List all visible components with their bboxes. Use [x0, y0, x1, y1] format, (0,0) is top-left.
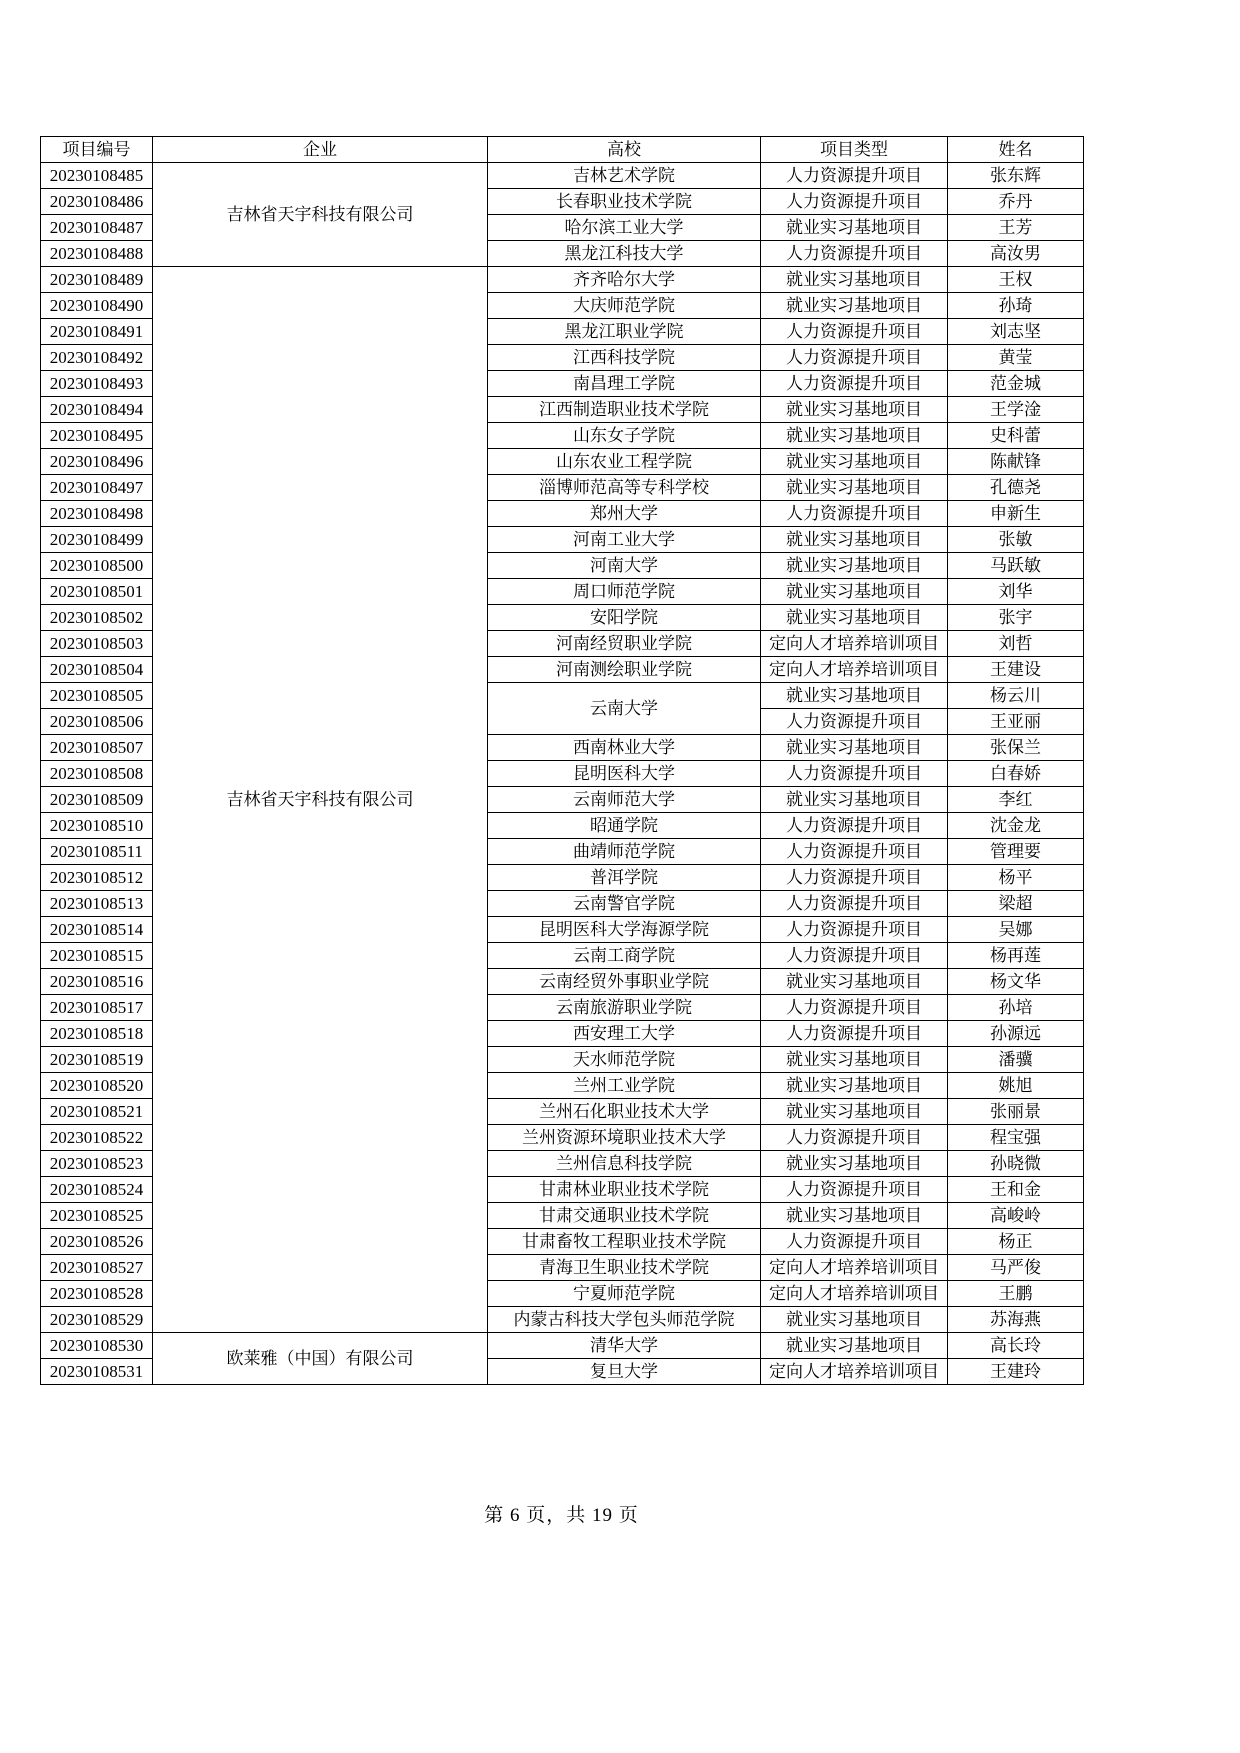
school-cell: 山东农业工程学院	[488, 449, 761, 475]
school-cell: 曲靖师范学院	[488, 839, 761, 865]
person-name-cell: 王芳	[948, 215, 1084, 241]
project-type-cell: 就业实习基地项目	[761, 293, 948, 319]
project-id-cell: 20230108494	[41, 397, 153, 423]
person-name-cell: 王鹏	[948, 1281, 1084, 1307]
project-id-cell: 20230108500	[41, 553, 153, 579]
person-name-cell: 乔丹	[948, 189, 1084, 215]
project-id-cell: 20230108526	[41, 1229, 153, 1255]
project-type-cell: 就业实习基地项目	[761, 605, 948, 631]
project-id-cell: 20230108498	[41, 501, 153, 527]
project-id-cell: 20230108518	[41, 1021, 153, 1047]
project-type-cell: 就业实习基地项目	[761, 735, 948, 761]
project-id-cell: 20230108509	[41, 787, 153, 813]
school-cell: 郑州大学	[488, 501, 761, 527]
person-name-cell: 高汝男	[948, 241, 1084, 267]
project-id-cell: 20230108529	[41, 1307, 153, 1333]
project-type-cell: 就业实习基地项目	[761, 397, 948, 423]
school-cell: 云南警官学院	[488, 891, 761, 917]
person-name-cell: 张保兰	[948, 735, 1084, 761]
person-name-cell: 杨平	[948, 865, 1084, 891]
company-cell: 吉林省天宇科技有限公司	[153, 163, 488, 267]
project-type-cell: 人力资源提升项目	[761, 995, 948, 1021]
project-type-cell: 就业实习基地项目	[761, 1073, 948, 1099]
project-type-cell: 就业实习基地项目	[761, 1307, 948, 1333]
school-cell: 安阳学院	[488, 605, 761, 631]
school-cell: 云南经贸外事职业学院	[488, 969, 761, 995]
person-name-cell: 杨文华	[948, 969, 1084, 995]
school-cell: 长春职业技术学院	[488, 189, 761, 215]
person-name-cell: 马严俊	[948, 1255, 1084, 1281]
project-type-cell: 定向人才培养培训项目	[761, 1359, 948, 1385]
school-cell: 周口师范学院	[488, 579, 761, 605]
project-type-cell: 人力资源提升项目	[761, 163, 948, 189]
project-type-cell: 就业实习基地项目	[761, 1047, 948, 1073]
person-name-cell: 张丽景	[948, 1099, 1084, 1125]
project-id-cell: 20230108508	[41, 761, 153, 787]
project-id-cell: 20230108504	[41, 657, 153, 683]
school-cell: 天水师范学院	[488, 1047, 761, 1073]
school-cell: 河南经贸职业学院	[488, 631, 761, 657]
school-cell: 兰州工业学院	[488, 1073, 761, 1099]
table-row	[41, 267, 1084, 293]
person-name-cell: 管理要	[948, 839, 1084, 865]
project-id-cell: 20230108497	[41, 475, 153, 501]
project-id-cell: 20230108502	[41, 605, 153, 631]
project-type-cell: 就业实习基地项目	[761, 449, 948, 475]
project-type-cell: 人力资源提升项目	[761, 891, 948, 917]
project-type-cell: 就业实习基地项目	[761, 683, 948, 709]
project-id-cell: 20230108527	[41, 1255, 153, 1281]
school-cell: 昭通学院	[488, 813, 761, 839]
project-id-cell: 20230108512	[41, 865, 153, 891]
person-name-cell: 范金城	[948, 371, 1084, 397]
person-name-cell: 梁超	[948, 891, 1084, 917]
project-id-cell: 20230108485	[41, 163, 153, 189]
school-cell: 江西科技学院	[488, 345, 761, 371]
column-header: 高校	[488, 137, 761, 163]
school-cell: 甘肃交通职业技术学院	[488, 1203, 761, 1229]
project-type-cell: 定向人才培养培训项目	[761, 657, 948, 683]
project-type-cell: 人力资源提升项目	[761, 1125, 948, 1151]
school-cell: 甘肃畜牧工程职业技术学院	[488, 1229, 761, 1255]
project-type-cell: 人力资源提升项目	[761, 943, 948, 969]
project-type-cell: 人力资源提升项目	[761, 917, 948, 943]
project-type-cell: 人力资源提升项目	[761, 1229, 948, 1255]
project-id-cell: 20230108514	[41, 917, 153, 943]
person-name-cell: 杨再莲	[948, 943, 1084, 969]
table-row	[41, 163, 1084, 189]
project-id-cell: 20230108499	[41, 527, 153, 553]
person-name-cell: 王亚丽	[948, 709, 1084, 735]
person-name-cell: 马跃敏	[948, 553, 1084, 579]
project-type-cell: 人力资源提升项目	[761, 345, 948, 371]
project-id-cell: 20230108492	[41, 345, 153, 371]
project-type-cell: 就业实习基地项目	[761, 1203, 948, 1229]
project-id-cell: 20230108510	[41, 813, 153, 839]
person-name-cell: 白春娇	[948, 761, 1084, 787]
school-cell: 云南工商学院	[488, 943, 761, 969]
person-name-cell: 潘骥	[948, 1047, 1084, 1073]
project-id-cell: 20230108519	[41, 1047, 153, 1073]
person-name-cell: 张东辉	[948, 163, 1084, 189]
school-cell: 黑龙江职业学院	[488, 319, 761, 345]
person-name-cell: 张敏	[948, 527, 1084, 553]
school-cell: 河南测绘职业学院	[488, 657, 761, 683]
project-type-cell: 就业实习基地项目	[761, 969, 948, 995]
person-name-cell: 王建玲	[948, 1359, 1084, 1385]
person-name-cell: 李红	[948, 787, 1084, 813]
project-id-cell: 20230108525	[41, 1203, 153, 1229]
person-name-cell: 王权	[948, 267, 1084, 293]
project-id-cell: 20230108486	[41, 189, 153, 215]
project-type-cell: 就业实习基地项目	[761, 215, 948, 241]
school-cell: 江西制造职业技术学院	[488, 397, 761, 423]
project-type-cell: 就业实习基地项目	[761, 787, 948, 813]
school-cell: 西安理工大学	[488, 1021, 761, 1047]
table-body	[41, 163, 1084, 1385]
person-name-cell: 刘华	[948, 579, 1084, 605]
person-name-cell: 孙源远	[948, 1021, 1084, 1047]
project-id-cell: 20230108515	[41, 943, 153, 969]
person-name-cell: 张宇	[948, 605, 1084, 631]
company-cell: 欧莱雅（中国）有限公司	[153, 1333, 488, 1385]
school-cell: 西南林业大学	[488, 735, 761, 761]
project-type-cell: 就业实习基地项目	[761, 423, 948, 449]
project-type-cell: 就业实习基地项目	[761, 475, 948, 501]
person-name-cell: 王和金	[948, 1177, 1084, 1203]
project-type-cell: 人力资源提升项目	[761, 189, 948, 215]
project-id-cell: 20230108503	[41, 631, 153, 657]
school-cell: 兰州石化职业技术大学	[488, 1099, 761, 1125]
project-id-cell: 20230108489	[41, 267, 153, 293]
column-header: 企业	[153, 137, 488, 163]
project-id-cell: 20230108520	[41, 1073, 153, 1099]
person-name-cell: 姚旭	[948, 1073, 1084, 1099]
table-row	[41, 1333, 1084, 1359]
project-type-cell: 就业实习基地项目	[761, 1099, 948, 1125]
school-cell: 南昌理工学院	[488, 371, 761, 397]
project-type-cell: 就业实习基地项目	[761, 1333, 948, 1359]
school-cell: 兰州信息科技学院	[488, 1151, 761, 1177]
project-id-cell: 20230108531	[41, 1359, 153, 1385]
project-id-cell: 20230108528	[41, 1281, 153, 1307]
person-name-cell: 刘志坚	[948, 319, 1084, 345]
company-cell: 吉林省天宇科技有限公司	[153, 267, 488, 1333]
person-name-cell: 申新生	[948, 501, 1084, 527]
project-id-cell: 20230108490	[41, 293, 153, 319]
project-type-cell: 人力资源提升项目	[761, 501, 948, 527]
person-name-cell: 吴娜	[948, 917, 1084, 943]
school-cell: 淄博师范高等专科学校	[488, 475, 761, 501]
person-name-cell: 史科蕾	[948, 423, 1084, 449]
project-type-cell: 就业实习基地项目	[761, 267, 948, 293]
school-cell: 哈尔滨工业大学	[488, 215, 761, 241]
school-cell: 兰州资源环境职业技术大学	[488, 1125, 761, 1151]
projects-table	[40, 136, 1084, 1385]
project-type-cell: 人力资源提升项目	[761, 813, 948, 839]
person-name-cell: 孙琦	[948, 293, 1084, 319]
school-cell: 昆明医科大学海源学院	[488, 917, 761, 943]
project-id-cell: 20230108506	[41, 709, 153, 735]
project-id-cell: 20230108524	[41, 1177, 153, 1203]
project-id-cell: 20230108488	[41, 241, 153, 267]
person-name-cell: 陈献锋	[948, 449, 1084, 475]
school-cell: 河南大学	[488, 553, 761, 579]
school-cell: 黑龙江科技大学	[488, 241, 761, 267]
project-type-cell: 人力资源提升项目	[761, 709, 948, 735]
project-type-cell: 人力资源提升项目	[761, 319, 948, 345]
project-id-cell: 20230108507	[41, 735, 153, 761]
person-name-cell: 王学淦	[948, 397, 1084, 423]
school-cell: 内蒙古科技大学包头师范学院	[488, 1307, 761, 1333]
project-type-cell: 人力资源提升项目	[761, 865, 948, 891]
person-name-cell: 黄莹	[948, 345, 1084, 371]
person-name-cell: 孙培	[948, 995, 1084, 1021]
school-cell: 河南工业大学	[488, 527, 761, 553]
project-id-cell: 20230108487	[41, 215, 153, 241]
person-name-cell: 孔德尧	[948, 475, 1084, 501]
column-header: 项目编号	[41, 137, 153, 163]
project-type-cell: 定向人才培养培训项目	[761, 1255, 948, 1281]
project-id-cell: 20230108530	[41, 1333, 153, 1359]
person-name-cell: 孙晓微	[948, 1151, 1084, 1177]
project-id-cell: 20230108523	[41, 1151, 153, 1177]
project-type-cell: 人力资源提升项目	[761, 241, 948, 267]
person-name-cell: 程宝强	[948, 1125, 1084, 1151]
table-header-row	[41, 137, 1084, 163]
project-id-cell: 20230108521	[41, 1099, 153, 1125]
project-type-cell: 人力资源提升项目	[761, 761, 948, 787]
school-cell: 云南旅游职业学院	[488, 995, 761, 1021]
school-cell: 吉林艺术学院	[488, 163, 761, 189]
column-header: 姓名	[948, 137, 1084, 163]
project-type-cell: 就业实习基地项目	[761, 579, 948, 605]
school-cell: 大庆师范学院	[488, 293, 761, 319]
school-cell: 昆明医科大学	[488, 761, 761, 787]
project-type-cell: 就业实习基地项目	[761, 527, 948, 553]
project-id-cell: 20230108495	[41, 423, 153, 449]
project-type-cell: 定向人才培养培训项目	[761, 1281, 948, 1307]
project-id-cell: 20230108493	[41, 371, 153, 397]
project-type-cell: 就业实习基地项目	[761, 553, 948, 579]
person-name-cell: 高长玲	[948, 1333, 1084, 1359]
school-cell: 复旦大学	[488, 1359, 761, 1385]
column-header: 项目类型	[761, 137, 948, 163]
project-type-cell: 人力资源提升项目	[761, 371, 948, 397]
project-id-cell: 20230108511	[41, 839, 153, 865]
page-footer: 第 6 页，共 19 页	[484, 1505, 639, 1526]
school-cell: 清华大学	[488, 1333, 761, 1359]
project-id-cell: 20230108516	[41, 969, 153, 995]
project-id-cell: 20230108517	[41, 995, 153, 1021]
project-id-cell: 20230108491	[41, 319, 153, 345]
project-type-cell: 人力资源提升项目	[761, 1177, 948, 1203]
project-id-cell: 20230108501	[41, 579, 153, 605]
project-id-cell: 20230108505	[41, 683, 153, 709]
person-name-cell: 杨正	[948, 1229, 1084, 1255]
school-cell: 山东女子学院	[488, 423, 761, 449]
person-name-cell: 苏海燕	[948, 1307, 1084, 1333]
project-id-cell: 20230108522	[41, 1125, 153, 1151]
person-name-cell: 沈金龙	[948, 813, 1084, 839]
project-type-cell: 人力资源提升项目	[761, 1021, 948, 1047]
school-cell: 云南大学	[488, 683, 761, 735]
project-type-cell: 人力资源提升项目	[761, 839, 948, 865]
school-cell: 普洱学院	[488, 865, 761, 891]
project-type-cell: 定向人才培养培训项目	[761, 631, 948, 657]
project-type-cell: 就业实习基地项目	[761, 1151, 948, 1177]
school-cell: 宁夏师范学院	[488, 1281, 761, 1307]
project-id-cell: 20230108496	[41, 449, 153, 475]
school-cell: 齐齐哈尔大学	[488, 267, 761, 293]
person-name-cell: 杨云川	[948, 683, 1084, 709]
project-id-cell: 20230108513	[41, 891, 153, 917]
school-cell: 青海卫生职业技术学院	[488, 1255, 761, 1281]
school-cell: 云南师范大学	[488, 787, 761, 813]
person-name-cell: 刘哲	[948, 631, 1084, 657]
person-name-cell: 王建设	[948, 657, 1084, 683]
person-name-cell: 高峻岭	[948, 1203, 1084, 1229]
school-cell: 甘肃林业职业技术学院	[488, 1177, 761, 1203]
